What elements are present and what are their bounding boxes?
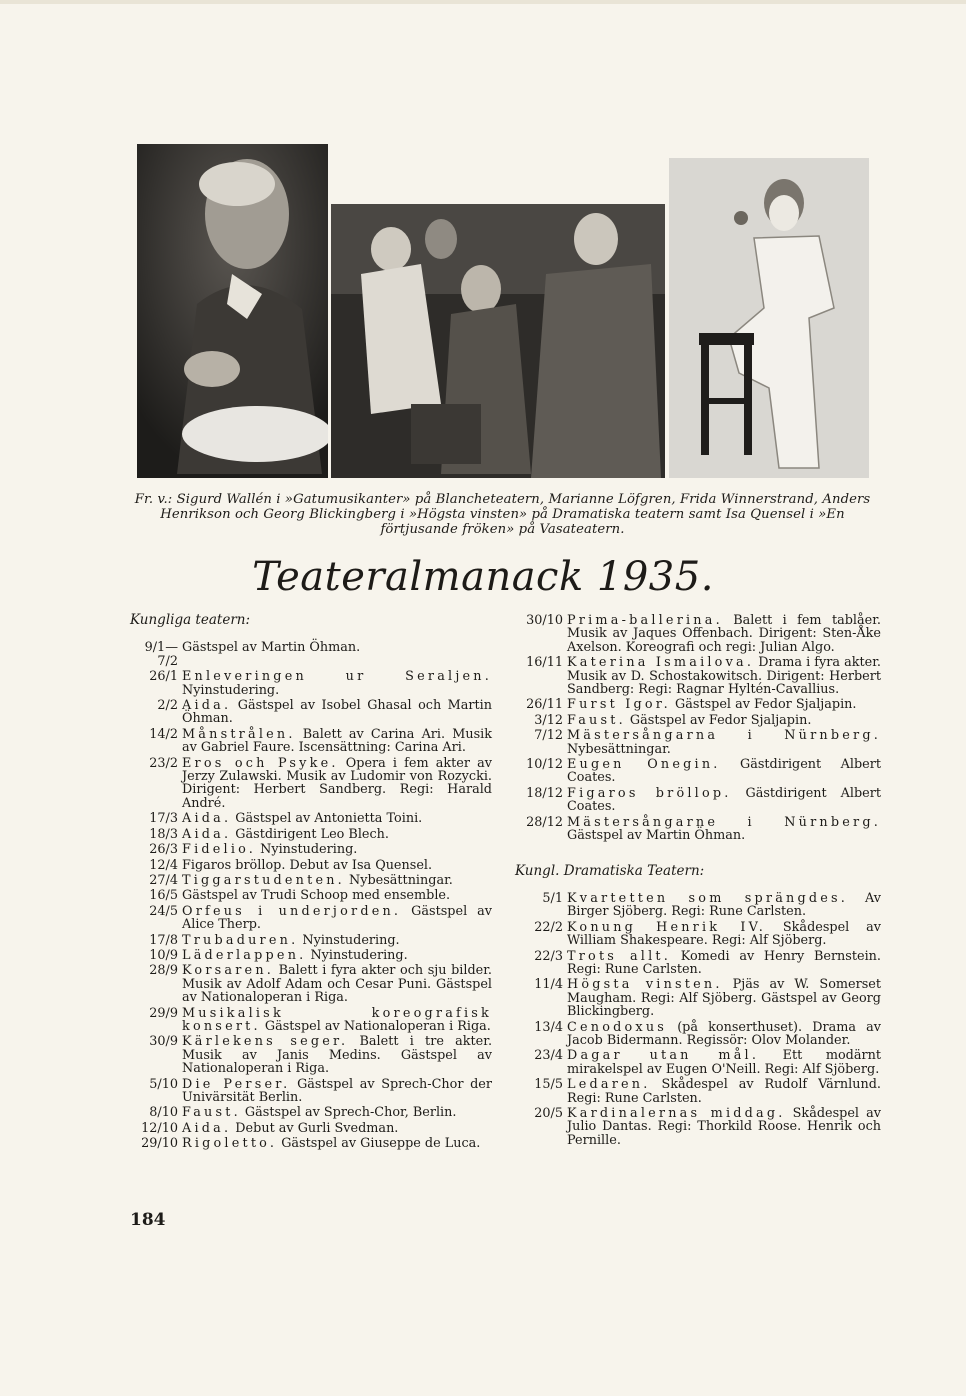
- schedule-entry: [130, 699, 492, 726]
- entry-details: Gästdirigent Albert Coates.: [567, 785, 881, 815]
- schedule-entry: [515, 892, 881, 919]
- entry-work-title: Musikalisk koreografisk konsert.: [182, 1005, 492, 1034]
- entry-date: 12/4: [149, 857, 178, 873]
- entry-work-title: Ledaren.: [567, 1077, 651, 1093]
- schedule-entry: [130, 812, 492, 825]
- entry-work-title: Tiggarstudenten.: [182, 872, 345, 888]
- photo-hogsta-vinsten: [331, 204, 665, 478]
- schedule-entry: [130, 949, 492, 962]
- entry-details: Gästspel av Martin Öhman.: [182, 640, 361, 656]
- entry-date: 5/1: [542, 890, 563, 906]
- entry-work-title: Månstrålen.: [182, 726, 296, 742]
- entry-date: 11/4: [534, 977, 563, 993]
- entry-text: [182, 1137, 492, 1150]
- schedule-entry: [130, 757, 492, 811]
- entry-work-title: Enleveringen ur Seraljen.: [182, 669, 492, 685]
- schedule-entry: [130, 728, 492, 755]
- schedule-entry: [515, 714, 881, 727]
- entry-text: [567, 921, 881, 948]
- entry-work-title: Die Perser.: [182, 1076, 291, 1092]
- schedule-entry: [130, 1122, 492, 1135]
- entry-work-title: Fidelio.: [182, 842, 257, 858]
- schedule-entry: [515, 698, 881, 711]
- entry-date: 16/11: [526, 655, 563, 671]
- entry-date: 26/11: [526, 697, 563, 713]
- entry-work-title: Faust.: [567, 712, 626, 728]
- entry-work-title: Rigoletto.: [182, 1136, 278, 1152]
- entry-work-title: Furst Igor.: [567, 697, 671, 713]
- section-kungliga-teatern: Kungliga teatern:: [130, 612, 251, 628]
- photo-portrait-man-icon: [137, 144, 328, 478]
- entry-details: Gästspel av Antonietta Toini.: [231, 811, 423, 827]
- entry-text: [182, 757, 492, 811]
- dramatiska-entries-list: [515, 892, 881, 1147]
- entry-text: [182, 1007, 492, 1034]
- entry-details: Nyinstudering.: [298, 932, 400, 948]
- schedule-entry: [515, 921, 881, 948]
- entry-date: 15/5: [534, 1077, 563, 1093]
- entry-text: [567, 1078, 881, 1105]
- entry-text: [567, 787, 881, 814]
- entry-date: 13/4: [534, 1019, 563, 1035]
- entry-details: Nyinstudering.: [182, 682, 280, 698]
- entry-details: Drama i fyra akter. Musik av D. Schostakowitsch. Dirigent: Herbert Sandberg: Regi: Ragnar Hyltén-Cavallius.: [567, 655, 881, 698]
- entry-details: Gästdirigent Albert Coates.: [567, 757, 881, 786]
- entry-date: 23/4: [534, 1048, 563, 1064]
- schedule-entry: [130, 1137, 492, 1150]
- entry-date: 26/3: [149, 842, 178, 858]
- right-column: [515, 614, 881, 1149]
- entry-date: 26/1: [149, 669, 178, 685]
- entry-date: 30/10: [526, 613, 563, 628]
- entry-text: [567, 1107, 881, 1147]
- entry-text: [567, 714, 881, 727]
- entry-work-title: Konung Henrik IV.: [567, 919, 767, 935]
- entry-details: Gästspel av Trudi Schoop med ensemble.: [182, 888, 451, 904]
- entry-text: [567, 1021, 881, 1048]
- entry-work-title: Prima-ballerina.: [567, 613, 723, 628]
- entry-details: Pjäs av W. Somerset Maugham. Regi: Alf Sjöberg. Gästspel av Georg Blickingberg.: [567, 977, 882, 1020]
- entry-text: [182, 889, 492, 902]
- entry-text: [567, 816, 881, 843]
- schedule-entry: [130, 934, 492, 947]
- entry-date: 30/9: [149, 1034, 178, 1050]
- entry-details: Gästspel av Nationaloperan i Riga.: [260, 1018, 491, 1034]
- entry-text: [182, 905, 492, 932]
- entry-text: [567, 978, 881, 1018]
- entry-details: Gästspel av Isobel Ghasal och Martin Öhman.: [182, 698, 492, 727]
- entry-date: 8/10: [149, 1105, 178, 1121]
- entry-date: 17/8: [149, 932, 178, 948]
- entry-date: 28/12: [526, 814, 563, 830]
- entry-details: Balett av Carina Ari. Musik av Gabriel Faure. Iscensättning: Carina Ari.: [182, 726, 492, 756]
- schedule-entry: [515, 1107, 881, 1147]
- entry-details: Gästdirigent Leo Blech.: [231, 826, 389, 842]
- entry-work-title: Mästersångarna i Nürnberg.: [567, 728, 881, 744]
- photo-sigurd-wallen: [137, 144, 328, 478]
- schedule-entry: [130, 1078, 492, 1105]
- entry-text: [182, 874, 492, 887]
- entry-date: 23/2: [149, 755, 178, 771]
- entry-details: (på konserthuset). Drama av Jacob Bidermann. Regissör: Olov Molander.: [567, 1019, 881, 1048]
- entry-work-title: Cenodoxus: [567, 1019, 668, 1035]
- entry-details: Nybesättningar.: [567, 741, 671, 757]
- entry-date: 14/2: [149, 726, 178, 742]
- entry-date: 2/2: [157, 698, 178, 714]
- schedule-entry: [130, 905, 492, 932]
- entry-date: 10/9: [149, 947, 178, 963]
- entry-work-title: Aida.: [182, 1120, 232, 1136]
- schedule-entry: [130, 641, 492, 668]
- entry-details: Opera i fem akter av Jerzy Zulawski. Musik av Ludomir von Rozycki. Dirigent: Herbert Sandberg. Regi: Harald André.: [182, 755, 492, 811]
- entry-date: 9/1—7/2: [144, 640, 178, 669]
- entry-work-title: Trubaduren.: [182, 932, 299, 948]
- page-top-edge: [0, 0, 966, 4]
- entry-date: 18/12: [526, 785, 563, 801]
- entry-details: Av Birger Sjöberg. Regi: Rune Carlsten.: [567, 890, 881, 920]
- schedule-entry: [130, 828, 492, 841]
- entry-date: 12/10: [141, 1120, 178, 1136]
- entry-text: [182, 843, 492, 856]
- schedule-entry: [130, 1106, 492, 1119]
- schedule-entry: [130, 1007, 492, 1034]
- entry-text: [182, 949, 492, 962]
- entry-text: [567, 698, 881, 711]
- entry-work-title: Katerina Ismailova.: [567, 655, 755, 671]
- photo-stage-scene-icon: [331, 204, 665, 478]
- entry-date: 10/12: [526, 757, 563, 773]
- schedule-entry: [515, 656, 881, 696]
- page-number: 184: [130, 1210, 166, 1230]
- schedule-entry: [130, 964, 492, 1004]
- entry-text: [182, 699, 492, 726]
- entry-work-title: Kardinalernas middag.: [567, 1106, 786, 1121]
- entry-text: [182, 1035, 492, 1075]
- entry-work-title: Aida.: [182, 826, 232, 842]
- entry-work-title: Läderlappen.: [182, 947, 307, 963]
- entry-date: 3/12: [534, 712, 563, 728]
- entry-details: Skådespel av Julio Dantas. Regi: Thorkild Roose. Henrik och Pernille.: [567, 1106, 882, 1148]
- section-dramatiska-teatern: Kungl. Dramatiska Teatern:: [515, 862, 705, 879]
- entry-details: Skådespel av William Shakespeare. Regi: Alf Sjöberg.: [567, 919, 881, 949]
- schedule-entry: [515, 1078, 881, 1105]
- entry-work-title: Kärlekens seger.: [182, 1034, 349, 1050]
- entry-work-title: Eugen Onegin.: [567, 757, 721, 773]
- entry-date: 22/2: [534, 919, 563, 935]
- entry-date: 22/3: [534, 948, 563, 964]
- entry-text: [567, 729, 881, 756]
- entry-date: 27/4: [149, 872, 178, 888]
- entry-text: [182, 1122, 492, 1135]
- entry-details: Gästspel av Alice Therp.: [182, 903, 492, 933]
- entry-details: Balett i fyra akter och sju bilder. Musik av Adolf Adam och Cesar Puni. Gästspel av Nationaloperan i Riga.: [182, 963, 492, 1006]
- entry-text: [182, 670, 492, 697]
- entry-work-title: Mästersångarne i Nürnberg.: [567, 814, 881, 830]
- entry-work-title: Aida.: [182, 698, 232, 714]
- kungliga-entries-list: [130, 641, 492, 1150]
- entry-work-title: Orfeus i underjorden.: [182, 903, 402, 919]
- entry-date: 29/9: [149, 1005, 178, 1021]
- entry-details: Figaros bröllop. Debut av Isa Quensel.: [182, 857, 433, 873]
- entry-details: Skådespel av Rudolf Värnlund. Regi: Rune Carlsten.: [567, 1077, 881, 1106]
- schedule-entry: [515, 758, 881, 785]
- schedule-entry: [130, 859, 492, 872]
- page-title: Teateralmanack 1935.: [252, 554, 714, 600]
- entry-details: Komedi av Henry Bernstein. Regi: Rune Carlsten.: [567, 948, 881, 977]
- entry-text: [182, 1106, 492, 1119]
- entry-text: [567, 892, 881, 919]
- entry-text: [182, 828, 492, 841]
- entry-text: [567, 656, 881, 696]
- entry-text: [182, 812, 492, 825]
- schedule-entry: [515, 978, 881, 1018]
- schedule-entry: [515, 1021, 881, 1048]
- entry-text: [182, 1078, 492, 1105]
- entry-work-title: Kvartetten som sprängdes.: [567, 890, 849, 906]
- schedule-entry: [515, 787, 881, 814]
- schedule-entry: [515, 816, 881, 843]
- entry-text: [567, 614, 881, 654]
- entry-details: Ett modärnt mirakelspel av Eugen O'Neill. Regi: Alf Sjöberg.: [567, 1048, 881, 1077]
- schedule-entry: [130, 874, 492, 887]
- schedule-entry: [515, 1049, 881, 1076]
- entry-details: Gästspel av Sprech-Chor, Berlin.: [240, 1105, 457, 1121]
- entry-details: Gästspel av Sprech-Chor der Univärsität Berlin.: [182, 1076, 492, 1105]
- entry-date: 16/5: [149, 888, 178, 904]
- entry-details: Nybesättningar.: [344, 872, 453, 888]
- schedule-entry: [515, 729, 881, 756]
- schedule-entry: [515, 950, 881, 977]
- entry-details: Nyinstudering.: [256, 842, 358, 858]
- entry-work-title: Dagar utan mål.: [567, 1048, 760, 1064]
- photo-woman-standing-icon: [669, 158, 869, 478]
- entry-date: 28/9: [149, 963, 178, 979]
- entry-work-title: Korsaren.: [182, 963, 275, 979]
- entry-text: [182, 934, 492, 947]
- entry-date: 29/10: [141, 1136, 178, 1152]
- entry-date: 17/3: [149, 811, 178, 827]
- entry-date: 24/5: [149, 903, 178, 919]
- entry-details: Nyinstudering.: [306, 947, 408, 963]
- left-column: [130, 614, 492, 1153]
- entry-details: Gästspel av Giuseppe de Luca.: [277, 1136, 481, 1152]
- entry-work-title: Högsta vinsten.: [567, 977, 723, 993]
- photo-caption: Fr. v.: Sigurd Wallén i »Gatumusikanter» på Blancheteatern, Marianne Löfgren, Frida Winnerstrand, Anders Henrikson och Georg Blickingberg i »Högsta vinsten» på Dramatiska teatern samt Isa Quensel i »En förtjusande fröken» på Vasateatern.: [134, 492, 871, 537]
- entry-details: Balett i fem tablåer. Musik av Jaques Offenbach. Dirigent: Sten-Åke Axelson. Koreografi och regi: Julian Algo.: [567, 613, 881, 655]
- photo-isa-quensel: [669, 158, 869, 478]
- schedule-entry: [515, 614, 881, 654]
- entry-work-title: Aida.: [182, 811, 232, 827]
- entry-work-title: Eros och Psyke.: [182, 755, 339, 771]
- entry-details: Balett i tre akter. Musik av Janis Medins. Gästspel av Nationaloperan i Riga.: [182, 1034, 493, 1077]
- entry-text: [567, 950, 881, 977]
- entry-text: [567, 1049, 881, 1076]
- entry-details: Gästspel av Fedor Sjaljapin.: [670, 697, 857, 713]
- entry-details: Debut av Gurli Svedman.: [231, 1120, 399, 1136]
- schedule-entry: [130, 1035, 492, 1075]
- entry-text: [182, 964, 492, 1004]
- entry-details: Gästspel av Fedor Sjaljapin.: [625, 712, 812, 728]
- entry-text: [182, 728, 492, 755]
- entry-work-title: Faust.: [182, 1105, 241, 1121]
- entry-text: [182, 641, 492, 668]
- entry-work-title: Figaros bröllop.: [567, 785, 732, 801]
- schedule-entry: [130, 843, 492, 856]
- entry-date: 18/3: [149, 826, 178, 842]
- entry-date: 5/10: [149, 1076, 178, 1092]
- kungliga-entries-continued-list: [515, 614, 881, 843]
- entry-details: Gästspel av Martin Öhman.: [567, 828, 746, 844]
- entry-text: [567, 758, 881, 785]
- entry-work-title: Trots allt.: [567, 948, 672, 964]
- schedule-entry: [130, 889, 492, 902]
- entry-text: [182, 859, 492, 872]
- schedule-entry: [130, 670, 492, 697]
- entry-date: 20/5: [534, 1106, 563, 1121]
- entry-date: 7/12: [534, 728, 563, 744]
